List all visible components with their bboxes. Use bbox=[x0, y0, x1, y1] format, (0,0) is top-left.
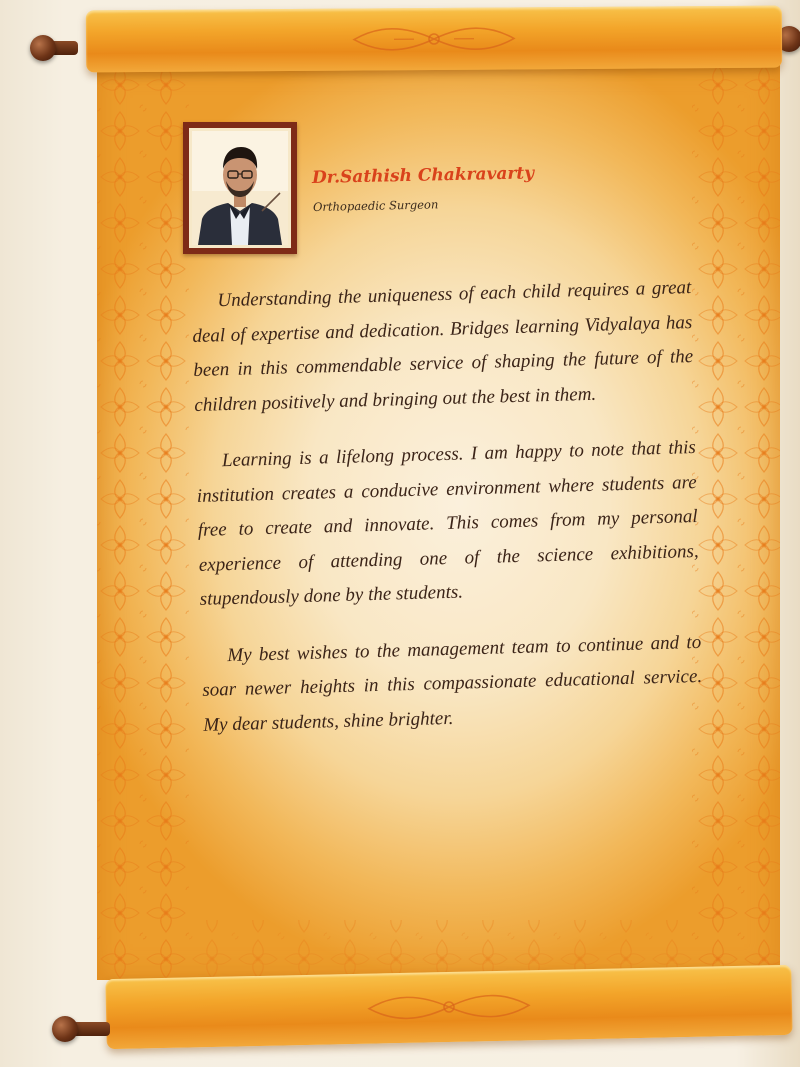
scroll-bottom-rod bbox=[105, 965, 792, 1049]
message-paragraph: Understanding the uniqueness of each child requires a great deal of expertise and dedication. Bridges learning Vidyalaya has been in this commendable service of shaping the future of the children positively and bringing out the best in them. bbox=[192, 277, 694, 416]
author-title: Orthopaedic Surgeon bbox=[312, 197, 439, 214]
message-paragraph: Learning is a lifelong process. I am happy to note that this institution creates a conducive environment where students are free to create and innovate. This comes from my personal experience of attending one of the science exhibitions, stupendously done by the students. bbox=[196, 436, 699, 610]
portrait-photo-icon bbox=[192, 131, 288, 245]
scroll-top-rod bbox=[86, 6, 782, 73]
author-photo-frame bbox=[183, 122, 297, 254]
scroll-knob-icon bbox=[30, 35, 56, 61]
author-name: Dr.Sathish Chakravarty bbox=[311, 163, 535, 188]
message-body bbox=[191, 271, 704, 765]
scroll-knob-icon bbox=[52, 1016, 78, 1042]
rod-ornament-icon bbox=[349, 985, 550, 1029]
message-paragraph: My best wishes to the management team to continue and to soar newer heights in this compassionate educational service. My dear students, shine brighter. bbox=[202, 631, 703, 736]
author-photo bbox=[189, 128, 291, 248]
rod-ornament-icon bbox=[334, 18, 534, 59]
